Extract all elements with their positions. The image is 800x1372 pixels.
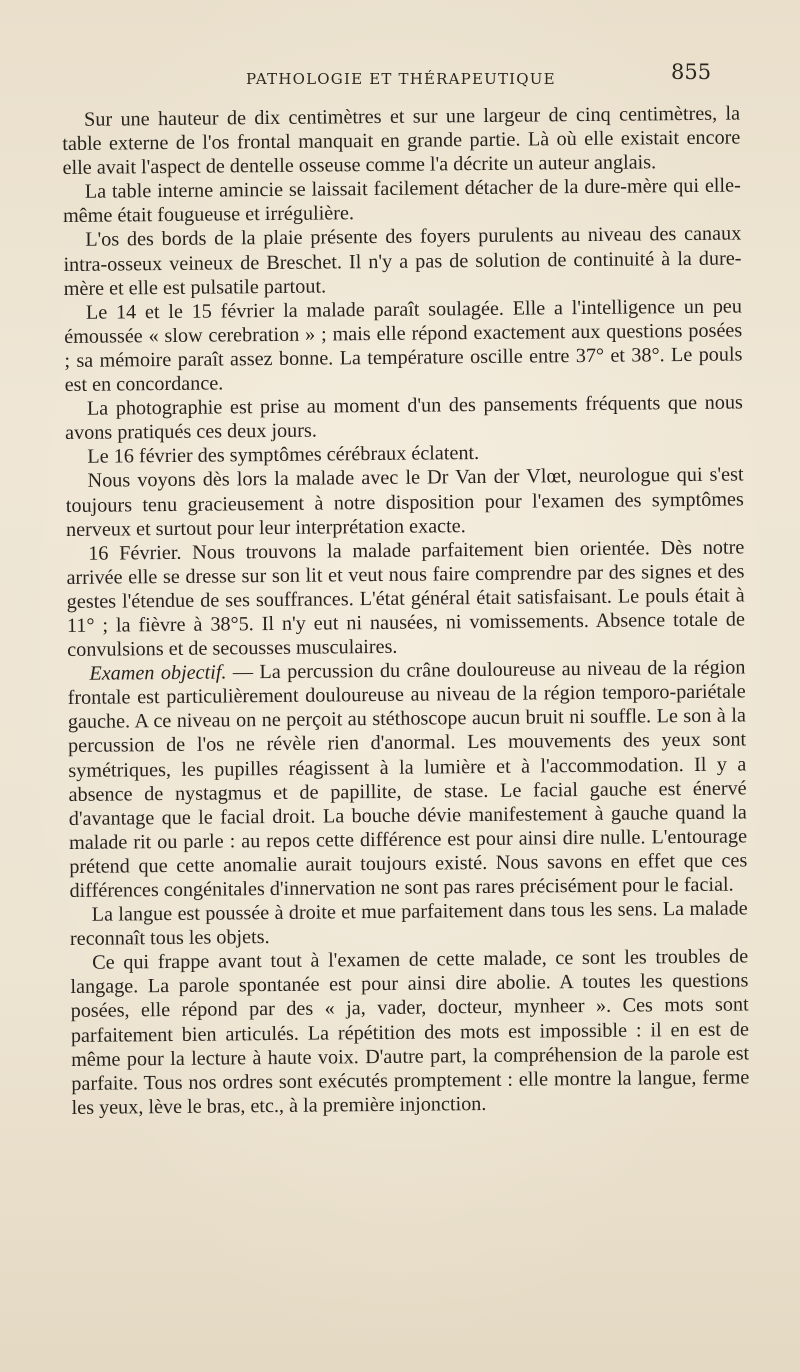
running-title: PATHOLOGIE ET THÉRAPEUTIQUE [246, 70, 556, 88]
page-header [60, 58, 740, 94]
examen-objectif-label: Examen objectif. [89, 661, 227, 685]
page-number: 855 [671, 60, 712, 84]
paragraph-neurologue: Nous voyons dès lors la malade avec le Dr Van der Vlœt, neurologue qui s'est toujours tenu gracieusement à notre disposition pour l'examen des symptômes nerveux et surtout pour leur interprétation exacte. [65, 463, 744, 541]
paragraph-16-fevrier: Le 16 février des symptômes cérébraux éclatent. [87, 442, 480, 469]
paragraph-troubles-langage: Ce qui frappe avant tout à l'examen de cette malade, ce sont les troubles de langage. La parole spontanée est pour ainsi dire abolie. A toutes les questions posées, elle répond par des « ja, vader, docteur, mynheer ». Ces mots sont parfaitement bien articulés. La répétition des mots est impossible : il en est de même pour la lecture à haute voix. D'autre part, la compréhension de la parole est parfaite. Tous nos ordres sont exécutés promptement : elle montre la langue, ferme les yeux, lève le bras, etc., à la première injonction. [70, 945, 750, 1119]
paragraph-table-externe: Sur une hauteur de dix centimètres et sur une largeur de cinq centimètres, la table externe de l'os frontal manquait en grande partie. Là où elle existait encore elle avait l'aspect de dentelle osseuse comme l'a décrite un auteur anglais. [62, 102, 741, 180]
body-text [62, 101, 750, 1119]
examen-objectif-text: — La percussion du crâne douloureuse au niveau de la région frontale est particulièrement douloureuse au niveau de la région temporo-pariétale gauche. A ce niveau on ne perçoit au stéthoscope aucun bruit ni souffle. Le son à la percussion de l'os ne révèle rien d'anormal. Les mouvements des yeux sont symétriques, les pupilles réagissent à la lumière et à l'accommodation. Il y a absence de nystagmus et de papillite, de stase. Le facial gauche est énervé d'avantage que le facial droit. La bouche dévie manifestement à gauche quand la malade rit ou parle : au repos cette différence est pour ainsi dire nulle. L'entourage prétend que cette anomalie aurait toujours existé. Nous savons en effet que ces différences congénitales d'innervation ne sont pas rares précisément pour le facial. [67, 656, 748, 902]
paragraph-langue: La langue est poussée à droite et mue parfaitement dans tous les sens. La malade reconnaît tous les objets. [69, 897, 748, 951]
paragraph-examen-objectif [67, 656, 747, 903]
paragraph-table-interne: La table interne amincie se laissait facilement détacher de la dure-mère qui elle-même était fougueuse et irrégulière. [62, 174, 741, 228]
paragraph-bords-plaie: L'os des bords de la plaie présente des foyers purulents au niveau des canaux intra-osseux veineux de Breschet. Il n'y a pas de solution de continuité à la dure-mère et elle est pulsatile partout. [63, 222, 742, 300]
paragraph-16-fevrier-examen: 16 Février. Nous trouvons la malade parfaitement bien orientée. Dès notre arrivée elle se dresse sur son lit et veut nous faire comprendre par des signes et des gestes l'étendue de ses souffrances. L'état général était satisfaisant. Le pouls était à 11° ; la fièvre à 38°5. Il n'y eut ni nausées, ni vomissements. Absence totale de convulsions et de secousses musculaires. [66, 536, 746, 662]
paragraph-14-15-fevrier: Le 14 et le 15 février la malade paraît soulagée. Elle a l'intelligence un peu émoussée « slow cerebration » ; mais elle répond exactement aux questions posées ; sa mémoire paraît assez bonne. La température oscille entre 37° et 38°. Le pouls est en concordance. [64, 295, 743, 397]
paragraph-photographie: La photographie est prise au moment d'un des pansements fréquents que nous avons pratiqués ces deux jours. [65, 391, 743, 445]
